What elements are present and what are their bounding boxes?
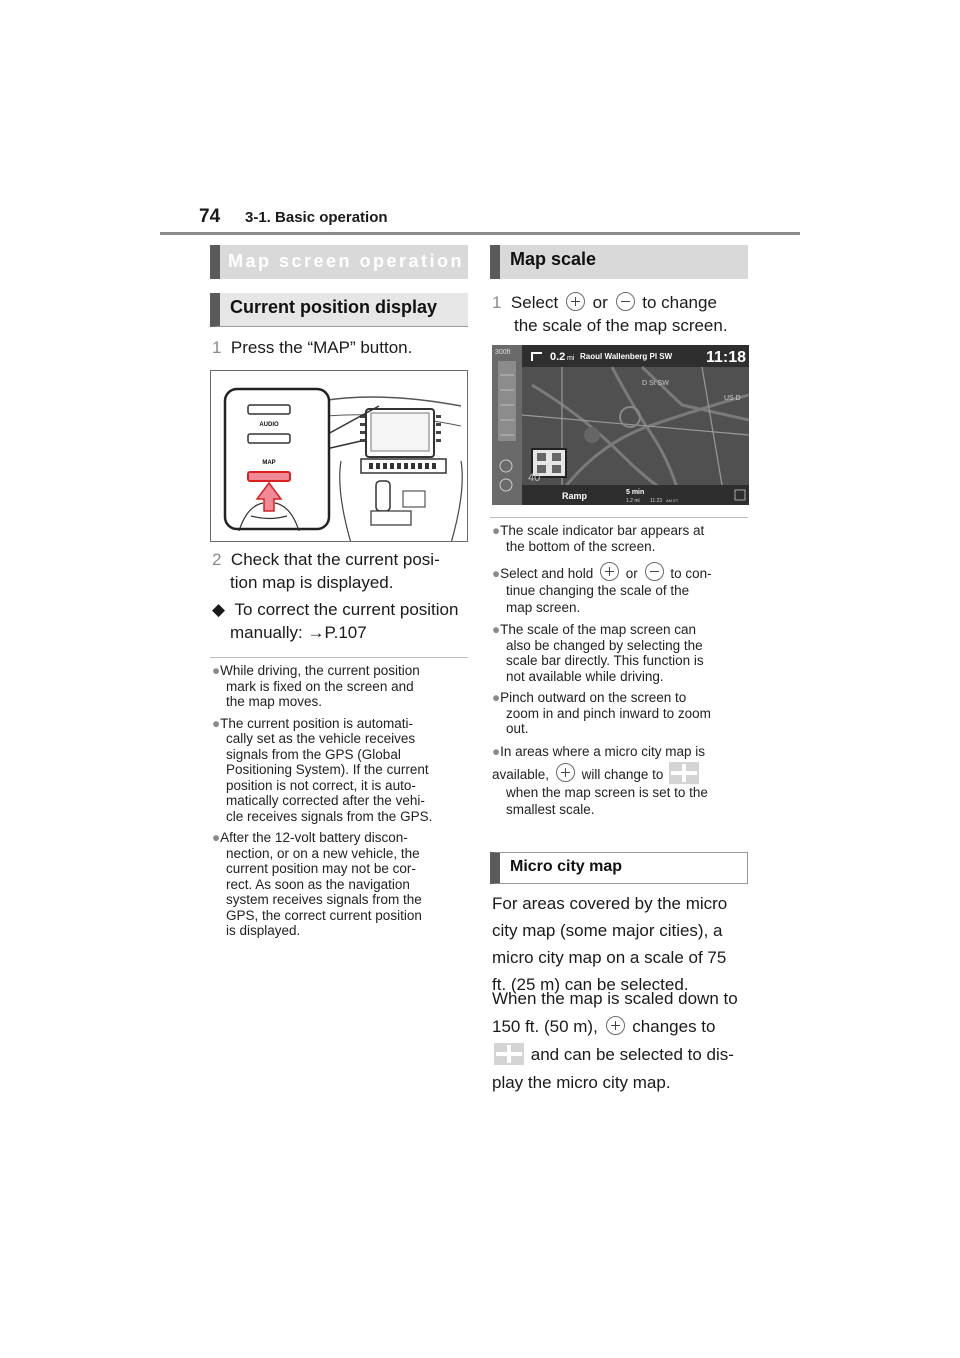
zoom-in-icon[interactable] (600, 562, 619, 581)
audio-button-label: AUDIO (259, 422, 279, 428)
note-micro-city-available: ●In areas where a micro city map is available, will change to when the map screen is set to the smallest scale. (492, 743, 708, 817)
note-bullet-icon: ● (492, 523, 501, 538)
page-ref-link[interactable]: P.107 (324, 623, 367, 642)
note-driving: ●While driving, the current position mark is fixed on the screen and the map moves. (212, 663, 420, 709)
micro-city-paragraph-1: For areas covered by the micro city map (some major cities), a micro city map on a scale of 75 ft. (25 m) can be selected. (492, 894, 728, 994)
notes-right (492, 523, 752, 818)
note-scale-indicator: ●The scale indicator bar appears at the bottom of the screen. (492, 523, 705, 554)
map-marker-number: 40 (528, 472, 541, 484)
zoom-in-icon[interactable] (556, 763, 575, 782)
bullet-correct-position: ◆ To correct the current position manually: →P.107 (212, 600, 459, 642)
map-eta-time: 11:23 (650, 498, 663, 504)
map-distance-unit: mi (567, 355, 575, 362)
note-bullet-icon: ● (212, 663, 221, 678)
micro-city-map-icon[interactable] (669, 762, 699, 784)
dashboard-illustration (211, 371, 468, 542)
map-screen-figure (492, 345, 749, 505)
note-scale-bar-direct: ●The scale of the map screen can also be changed by selecting the scale bar directly. This function is not available while driving. (492, 622, 704, 684)
micro-city-paragraph-2: When the map is scaled down to 150 ft. (50 m), changes to and can be selected to dis- play the micro city map. (492, 989, 738, 1092)
map-eta-zone: AM ET (666, 498, 679, 503)
note-bullet-icon: ● (212, 715, 221, 731)
map-clock: 11:18 (706, 349, 747, 366)
notes-divider-left (210, 657, 468, 658)
note-bullet-icon: ● (492, 743, 501, 759)
bullet-marker: ◆ (212, 600, 226, 619)
map-eta-minutes: 5 min (626, 489, 645, 496)
subheading-current-position-display: Current position display (210, 293, 468, 327)
dashboard-map-button-figure (210, 370, 468, 542)
note-bullet-icon: ● (492, 622, 501, 637)
note-bullet-icon: ● (492, 566, 501, 581)
step-1-select-zoom: 1 Select or to change the scale of the map screen. (492, 293, 728, 335)
note-bullet-icon: ● (212, 830, 221, 845)
map-eta-distance: 1.2 mi (626, 498, 640, 504)
step-2-check-map: 2 Check that the current posi- tion map is displayed. (212, 550, 440, 592)
map-distance: 0.2 (550, 351, 566, 363)
map-button-label: MAP (262, 460, 276, 466)
section-heading-map-screen-operation: Map screen operation (210, 245, 468, 279)
zoom-in-icon[interactable] (566, 292, 585, 311)
section-heading-map-scale: Map scale (490, 245, 748, 279)
map-label-dst: D St SW (642, 380, 669, 387)
note-battery: ●After the 12-volt battery discon- nection, or on a new vehicle, the current position may not be cor- rect. As soon as the navigation system receives signals from the GPS, the correct current position is displayed. (212, 830, 422, 938)
micro-city-map-icon[interactable] (494, 1043, 524, 1065)
note-select-hold: ●Select and hold or to con- tinue changing the scale of the map screen. (492, 562, 752, 616)
note-gps-auto: ●The current position is automati- cally set as the vehicle receives signals from the GPS (Global Positioning System). If the current position is not correct, it is auto- matically corrected after the vehi- cle receives signals from the GPS. (212, 715, 433, 824)
notes-divider-right (490, 517, 748, 518)
zoom-out-icon[interactable] (645, 562, 664, 581)
notes-left (212, 663, 470, 939)
note-bullet-icon: ● (492, 690, 501, 705)
map-label-us: US D (724, 395, 741, 402)
note-pinch: ●Pinch outward on the screen to zoom in and pinch inward to zoom out. (492, 690, 711, 736)
zoom-out-icon[interactable] (616, 292, 635, 311)
step-1-press-map: 1 Press the “MAP” button. (212, 338, 413, 357)
page-number: 74 (199, 206, 221, 227)
subheading-micro-city-map: Micro city map (490, 852, 748, 884)
map-bottom-street: Ramp (562, 491, 588, 501)
chapter-title: 3-1. Basic operation (245, 209, 388, 226)
zoom-in-icon[interactable] (606, 1016, 625, 1035)
map-street-name: Raoul Wallenberg Pl SW (580, 352, 673, 361)
arrow-ref-icon: → (307, 623, 325, 642)
header-rule (160, 232, 800, 235)
map-scale-label: 300ft (495, 349, 511, 356)
map-screen-illustration (492, 345, 749, 505)
